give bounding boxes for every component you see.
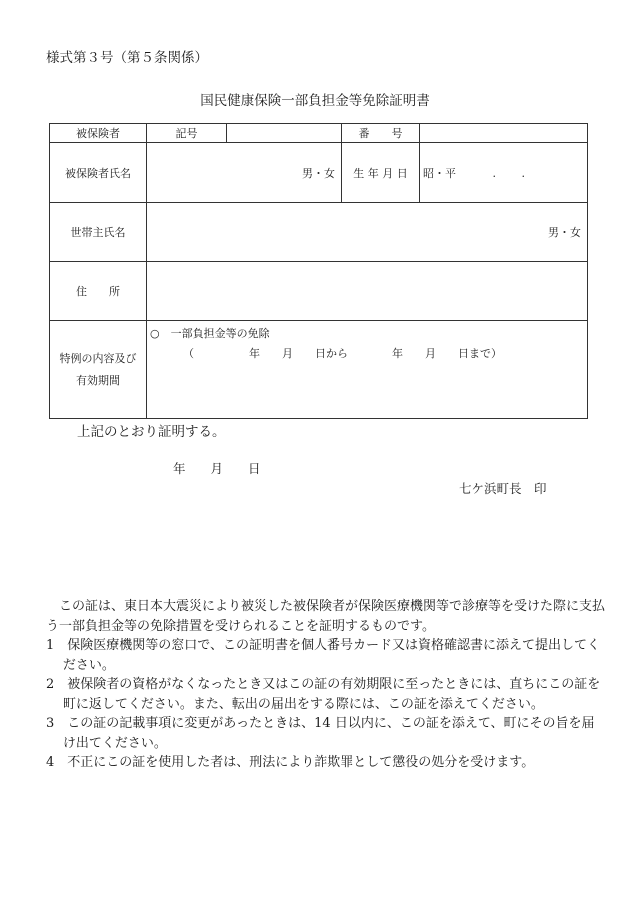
birthdate-field[interactable]: 昭・平 . . [420, 143, 588, 203]
number-field[interactable] [420, 124, 588, 143]
address-field[interactable] [147, 262, 588, 321]
number-label: 番 号 [342, 124, 420, 143]
issue-date: 年 月 日 [173, 461, 261, 476]
special-label-line2: 有効期間 [76, 373, 120, 387]
table-row [50, 124, 588, 143]
note-item-3: 3 この証の記載事項に変更があったときは、14 日以内に、この証を添えて、町にその旨を届け出てください。 [46, 716, 595, 751]
table-row [50, 203, 588, 262]
table-row [50, 321, 588, 419]
certificate-table [49, 123, 588, 419]
symbol-field[interactable] [227, 124, 342, 143]
birthdate-label: 生 年 月 日 [342, 143, 420, 203]
gender-option: 男・女 [302, 166, 335, 180]
insured-name-label: 被保険者氏名 [50, 143, 147, 203]
table-row [50, 143, 588, 203]
note-item-1: 1 保険医療機関等の窓口で、この証明書を個人番号カード又は資格確認書に添えて提出してください。 [46, 638, 601, 673]
certification-statement: 上記のとおり証明する。 [77, 424, 226, 440]
householder-name-field[interactable] [147, 203, 588, 262]
address-label: 住 所 [50, 262, 147, 321]
symbol-label: 記号 [147, 124, 227, 143]
document-title: 国民健康保険一部負担金等免除証明書 [200, 93, 430, 109]
householder-label: 世帯主氏名 [50, 203, 147, 262]
form-number: 様式第３号（第５条関係） [46, 50, 208, 66]
notes-intro: この証は、東日本大震災により被災した被保険者が保険医療機関等で診療等を受けた際に支払う一部負担金等の免除措置を受けられることを証明するものです。 [46, 599, 606, 634]
special-label-line1: 特例の内容及び [59, 351, 137, 365]
note-item-4: 4 不正にこの証を使用した者は、刑法により詐欺罪として懲役の処分を受けます。 [46, 755, 535, 770]
table-row [50, 262, 588, 321]
exemption-item: ○ 一部負担金等の免除 [150, 327, 270, 340]
insured-label: 被保険者 [50, 124, 147, 143]
householder-gender-option: 男・女 [548, 226, 581, 239]
note-item-2: 2 被保険者の資格がなくなったとき又はこの証の有効期限に至ったときには、直ちにこの証を町に返してください。また、転出の届出をする際には、この証を添えてください。 [46, 677, 601, 712]
special-provision-field[interactable] [147, 321, 588, 419]
mayor-seal: 七ケ浜町長 印 [459, 481, 547, 496]
validity-period: （ 年 月 日から 年 月 日まで） [183, 347, 502, 360]
insured-name-field[interactable] [147, 143, 342, 203]
notes-section [46, 597, 606, 773]
special-provision-label [50, 321, 147, 419]
